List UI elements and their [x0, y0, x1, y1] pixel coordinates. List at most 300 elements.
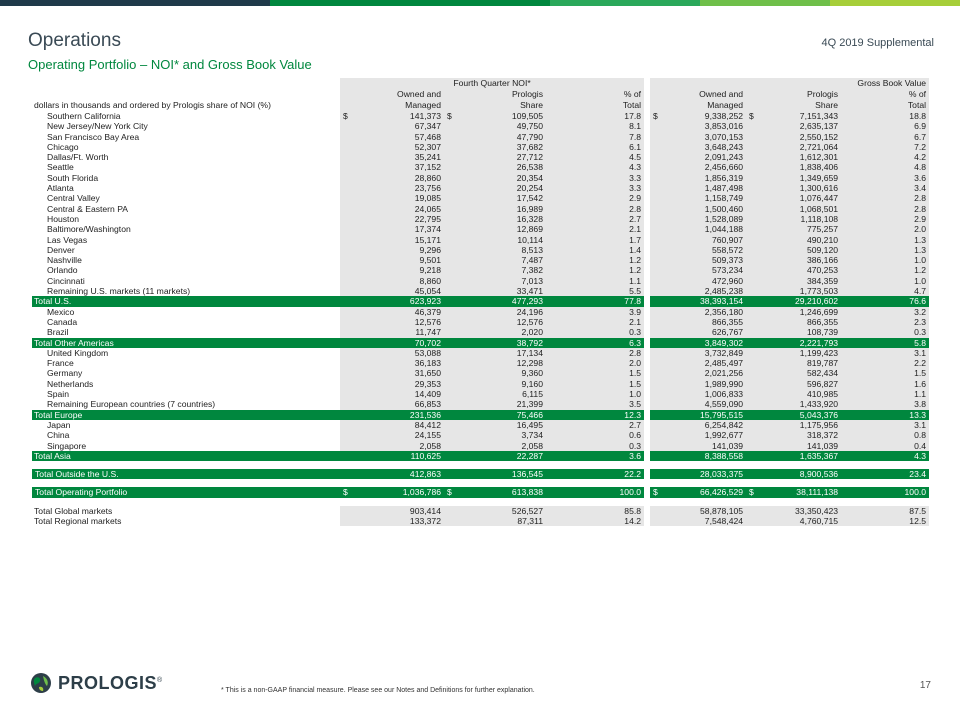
table-cell: 2.7 — [546, 420, 644, 430]
table-cell: 46,379 — [340, 307, 444, 317]
table-cell: 3.1 — [841, 420, 929, 430]
row-label: Nashville — [47, 255, 82, 266]
table-cell: $ 7,151,343 — [746, 111, 841, 121]
spacer-row — [32, 479, 929, 487]
table-cell: 17,134 — [444, 348, 546, 358]
row-label: Total Outside the U.S. — [32, 469, 340, 479]
table-cell: 45,054 — [340, 286, 444, 296]
table-row — [32, 142, 929, 152]
table-cell: 6,254,842 — [650, 420, 746, 430]
table-cell: 3.2 — [841, 307, 929, 317]
row-label: San Francisco Bay Area — [47, 131, 140, 142]
table-cell: 231,536 — [340, 410, 444, 420]
table-cell: 6.9 — [841, 121, 929, 131]
table-caption: dollars in thousands and ordered by Prologis share of NOI (%) — [34, 100, 271, 110]
table-row — [32, 430, 929, 440]
table-cell: 17.8 — [546, 111, 644, 121]
table-cell: 3,734 — [444, 430, 546, 440]
table-cell: 596,827 — [746, 379, 841, 389]
top-color-bar — [0, 0, 960, 6]
currency-symbol: $ — [749, 487, 754, 498]
table-cell: 2.0 — [546, 358, 644, 368]
table-cell: 509,120 — [746, 245, 841, 255]
row-label: United Kingdom — [47, 347, 109, 358]
table-cell: 9,160 — [444, 379, 546, 389]
table-row — [32, 132, 929, 142]
noi-gross-book-value-table — [32, 78, 929, 526]
table-cell: 76.6 — [841, 296, 929, 306]
table-cell: 58,878,105 — [650, 506, 746, 516]
table-cell: 4.7 — [841, 286, 929, 296]
col-pct-header: % of — [546, 89, 644, 100]
table-cell: 1.1 — [841, 389, 929, 399]
row-label: Baltimore/Washington — [47, 224, 131, 235]
row-label: South Florida — [47, 172, 99, 183]
table-cell: 8,860 — [340, 276, 444, 286]
table-cell: 133,372 — [340, 516, 444, 526]
total-row — [32, 487, 929, 497]
table-cell: 2.1 — [546, 317, 644, 327]
row-label: Seattle — [47, 162, 74, 173]
color-band — [830, 0, 960, 6]
table-cell: 1.0 — [546, 389, 644, 399]
table-cell: 9,360 — [444, 368, 546, 378]
table-cell: 3.6 — [546, 451, 644, 461]
table-cell: 1.5 — [546, 379, 644, 389]
table-cell: 16,989 — [444, 204, 546, 214]
table-cell: 1.2 — [841, 265, 929, 275]
table-cell: 2.7 — [546, 214, 644, 224]
table-cell: 819,787 — [746, 358, 841, 368]
row-label: Total Asia — [32, 451, 340, 461]
table-cell: 1,199,423 — [746, 348, 841, 358]
total-row — [32, 516, 929, 526]
row-label: Chicago — [47, 141, 79, 152]
table-row — [32, 183, 929, 193]
col-pct-header: Total — [841, 100, 929, 111]
table-cell: 53,088 — [340, 348, 444, 358]
color-band — [270, 0, 550, 6]
table-row — [32, 286, 929, 296]
total-row — [32, 451, 929, 461]
table-cell: 1.7 — [546, 235, 644, 245]
table-cell: 1.5 — [546, 368, 644, 378]
row-label: Las Vegas — [47, 234, 88, 245]
table-cell: 23.4 — [841, 469, 929, 479]
row-label: Total Regional markets — [34, 515, 122, 526]
table-cell: 29,210,602 — [746, 296, 841, 306]
table-cell: 17,542 — [444, 193, 546, 203]
table-cell: 4,760,715 — [746, 516, 841, 526]
table-cell: 37,152 — [340, 162, 444, 172]
currency-symbol: $ — [447, 487, 452, 498]
table-cell: 33,350,423 — [746, 506, 841, 516]
table-cell: 15,171 — [340, 235, 444, 245]
table-row — [32, 327, 929, 337]
table-row — [32, 399, 929, 409]
table-cell: 1,528,089 — [650, 214, 746, 224]
table-cell: 18.8 — [841, 111, 929, 121]
table-cell: 2,485,238 — [650, 286, 746, 296]
table-cell: 12.3 — [546, 410, 644, 420]
col-pct-header: % of — [841, 89, 929, 100]
col-pct-header: Total — [546, 100, 644, 111]
table-cell: 775,257 — [746, 224, 841, 234]
table-cell: 12,576 — [444, 317, 546, 327]
table-cell: 2,221,793 — [746, 338, 841, 348]
column-header-row-1 — [32, 89, 929, 100]
table-cell: 0.3 — [841, 327, 929, 337]
table-cell: 141,039 — [650, 441, 746, 451]
table-cell: 1,300,616 — [746, 183, 841, 193]
table-cell: 27,712 — [444, 152, 546, 162]
table-cell: 12.5 — [841, 516, 929, 526]
table-cell: 22,287 — [444, 451, 546, 461]
table-row — [32, 235, 929, 245]
prologis-logo — [30, 672, 163, 694]
table-row — [32, 121, 929, 131]
table-cell: 1,006,833 — [650, 389, 746, 399]
table-cell: 22,795 — [340, 214, 444, 224]
table-cell: 5,043,376 — [746, 410, 841, 420]
table-cell: $ 1,036,786 — [340, 487, 444, 497]
table-cell: 15,795,515 — [650, 410, 746, 420]
table-cell: 3,648,243 — [650, 142, 746, 152]
page-subtitle: Operating Portfolio – NOI* and Gross Book Value — [28, 57, 312, 72]
table-cell: 1,246,699 — [746, 307, 841, 317]
table-cell: 1,612,301 — [746, 152, 841, 162]
table-cell: 1,118,108 — [746, 214, 841, 224]
table-cell: 2,550,152 — [746, 132, 841, 142]
table-cell: 3.6 — [841, 173, 929, 183]
table-cell: 1.2 — [546, 255, 644, 265]
total-row — [32, 469, 929, 479]
page-number: 17 — [919, 680, 931, 691]
table-cell: 318,372 — [746, 430, 841, 440]
globe-icon — [30, 672, 52, 694]
table-cell: 1,635,367 — [746, 451, 841, 461]
table-cell: 2.8 — [546, 348, 644, 358]
table-cell: 57,468 — [340, 132, 444, 142]
table-row — [32, 317, 929, 327]
table-cell: 3,853,016 — [650, 121, 746, 131]
table-cell: 100.0 — [546, 487, 644, 497]
table-cell: 20,254 — [444, 183, 546, 193]
table-cell: 5.5 — [546, 286, 644, 296]
table-cell: 3,732,849 — [650, 348, 746, 358]
col-prologis-header: Prologis — [746, 89, 841, 100]
table-cell: 0.8 — [841, 430, 929, 440]
table-row — [32, 224, 929, 234]
row-label: Total Operating Portfolio — [32, 487, 340, 497]
table-cell: 70,702 — [340, 338, 444, 348]
table-cell: 1.3 — [841, 235, 929, 245]
table-cell: 903,414 — [340, 506, 444, 516]
col-prologis-header: Prologis — [444, 89, 546, 100]
currency-symbol: $ — [343, 111, 348, 121]
table-cell: 472,960 — [650, 276, 746, 286]
total-row — [32, 410, 929, 420]
table-cell: 19,085 — [340, 193, 444, 203]
table-cell: 87,311 — [444, 516, 546, 526]
col-owned-header: Owned and — [650, 89, 746, 100]
table-cell: 2,456,660 — [650, 162, 746, 172]
group-header-gbv: Gross Book Value — [650, 78, 929, 89]
row-label: Total Global markets — [34, 505, 113, 516]
row-label: Dallas/Ft. Worth — [47, 152, 109, 163]
table-cell: $ 66,426,529 — [650, 487, 746, 497]
currency-symbol: $ — [653, 111, 658, 121]
table-cell: 47,790 — [444, 132, 546, 142]
table-cell: 9,218 — [340, 265, 444, 275]
row-label: Singapore — [47, 440, 87, 451]
table-cell: 24,155 — [340, 430, 444, 440]
table-cell: 1.0 — [841, 255, 929, 265]
table-cell: 3.9 — [546, 307, 644, 317]
table-cell: 8,388,558 — [650, 451, 746, 461]
table-cell: 2.8 — [841, 204, 929, 214]
table-cell: 85.8 — [546, 506, 644, 516]
color-band — [550, 0, 700, 6]
table-cell: $ 38,111,138 — [746, 487, 841, 497]
table-cell: 2.1 — [546, 224, 644, 234]
table-cell: 28,033,375 — [650, 469, 746, 479]
row-label: Japan — [47, 419, 71, 430]
table-cell: 410,985 — [746, 389, 841, 399]
table-cell: 12,576 — [340, 317, 444, 327]
currency-symbol: $ — [653, 487, 658, 498]
spacer-row — [32, 498, 929, 506]
table-cell: 110,625 — [340, 451, 444, 461]
row-label: Cincinnati — [47, 275, 85, 286]
table-cell: 4.2 — [841, 152, 929, 162]
table-row — [32, 441, 929, 451]
table-cell: 8.1 — [546, 121, 644, 131]
row-label: Spain — [47, 389, 69, 400]
table-cell: 582,434 — [746, 368, 841, 378]
table-cell: 2,020 — [444, 327, 546, 337]
table-cell: 49,750 — [444, 121, 546, 131]
table-row — [32, 152, 929, 162]
table-cell: 386,166 — [746, 255, 841, 265]
table-cell: 6,115 — [444, 389, 546, 399]
table-cell: 136,545 — [444, 469, 546, 479]
table-cell: 1,349,659 — [746, 173, 841, 183]
table-cell: 2,485,497 — [650, 358, 746, 368]
table-cell: 0.3 — [546, 327, 644, 337]
table-cell: 3,849,302 — [650, 338, 746, 348]
row-label: Mexico — [47, 306, 75, 317]
table-cell: 2,721,064 — [746, 142, 841, 152]
table-cell: 2,635,137 — [746, 121, 841, 131]
row-label: New Jersey/New York City — [47, 121, 148, 132]
table-cell: 2.9 — [841, 214, 929, 224]
table-cell: 477,293 — [444, 296, 546, 306]
row-label: Remaining European countries (7 countries) — [47, 399, 216, 410]
row-label: Remaining U.S. markets (11 markets) — [47, 286, 191, 297]
table-cell: 4.8 — [841, 162, 929, 172]
table-cell: 52,307 — [340, 142, 444, 152]
table-cell: 29,353 — [340, 379, 444, 389]
table-cell: 2,356,180 — [650, 307, 746, 317]
table-cell: 1.0 — [841, 276, 929, 286]
table-cell: 7.2 — [841, 142, 929, 152]
table-cell: 4.3 — [546, 162, 644, 172]
table-cell: 2.9 — [546, 193, 644, 203]
table-row — [32, 204, 929, 214]
table-cell: $ 9,338,252 — [650, 111, 746, 121]
table-row — [32, 245, 929, 255]
group-header-row — [32, 78, 929, 89]
table-cell: 3.1 — [841, 348, 929, 358]
table-cell: 0.6 — [546, 430, 644, 440]
table-row — [32, 348, 929, 358]
currency-symbol: $ — [447, 111, 452, 121]
table-row — [32, 193, 929, 203]
table-row — [32, 389, 929, 399]
table-cell: 5.8 — [841, 338, 929, 348]
table-cell: 6.1 — [546, 142, 644, 152]
table-cell: 384,359 — [746, 276, 841, 286]
table-row — [32, 368, 929, 378]
table-cell: 38,393,154 — [650, 296, 746, 306]
table-cell: 1.1 — [546, 276, 644, 286]
table-body — [32, 111, 929, 526]
table-cell: 6.7 — [841, 132, 929, 142]
table-cell: 1,068,501 — [746, 204, 841, 214]
table-cell: 573,234 — [650, 265, 746, 275]
currency-symbol: $ — [343, 487, 348, 498]
row-label: Central Valley — [47, 193, 100, 204]
table-row — [32, 162, 929, 172]
table-cell: 7,382 — [444, 265, 546, 275]
table-row — [32, 379, 929, 389]
table-cell: 558,572 — [650, 245, 746, 255]
table-cell: 28,860 — [340, 173, 444, 183]
row-label: Total U.S. — [32, 296, 340, 306]
table-cell: 509,373 — [650, 255, 746, 265]
column-header-row-2 — [32, 100, 929, 111]
table-cell: 2.8 — [546, 204, 644, 214]
table-cell: 37,682 — [444, 142, 546, 152]
logo-wordmark: PROLOGIS® — [58, 672, 163, 693]
table-cell: 141,039 — [746, 441, 841, 451]
table-cell: 4,559,090 — [650, 399, 746, 409]
table-cell: 0.3 — [546, 441, 644, 451]
table-cell: 10,114 — [444, 235, 546, 245]
table-cell: 1,992,677 — [650, 430, 746, 440]
col-prologis-header: Share — [746, 100, 841, 111]
table-row — [32, 265, 929, 275]
table-cell: 490,210 — [746, 235, 841, 245]
table-cell: 31,650 — [340, 368, 444, 378]
table-cell: 1.5 — [841, 368, 929, 378]
table-cell: 9,501 — [340, 255, 444, 265]
table-cell: 1,158,749 — [650, 193, 746, 203]
table-cell: 2,058 — [340, 441, 444, 451]
footnote: * This is a non-GAAP financial measure. Please see our Notes and Definitions for further explanation. — [221, 687, 535, 694]
table-cell: 1.3 — [841, 245, 929, 255]
table-cell: 12,869 — [444, 224, 546, 234]
table-cell: 1,487,498 — [650, 183, 746, 193]
row-label: Houston — [47, 213, 80, 224]
total-row — [32, 338, 929, 348]
table-cell: 14.2 — [546, 516, 644, 526]
table-cell: 623,923 — [340, 296, 444, 306]
table-cell: 3.8 — [841, 399, 929, 409]
table-cell: 0.4 — [841, 441, 929, 451]
table-row — [32, 276, 929, 286]
table-cell: 108,739 — [746, 327, 841, 337]
table-cell: 2.3 — [841, 317, 929, 327]
table-cell: 84,412 — [340, 420, 444, 430]
col-owned-header: Owned and — [340, 89, 444, 100]
table-cell: 22.2 — [546, 469, 644, 479]
table-row — [32, 111, 929, 121]
table-cell: 1,076,447 — [746, 193, 841, 203]
table-cell: 866,355 — [650, 317, 746, 327]
table-cell: 8,900,536 — [746, 469, 841, 479]
table-cell: 3.5 — [546, 399, 644, 409]
table-cell: 16,495 — [444, 420, 546, 430]
table-cell: 77.8 — [546, 296, 644, 306]
table-cell: 38,792 — [444, 338, 546, 348]
row-label: Southern California — [47, 111, 121, 121]
table-cell: $ 141,373 — [340, 111, 444, 121]
table-cell: 16,328 — [444, 214, 546, 224]
row-label: China — [47, 430, 70, 441]
table-cell: 3.3 — [546, 183, 644, 193]
table-cell: 1.4 — [546, 245, 644, 255]
table-cell: 1,838,406 — [746, 162, 841, 172]
col-owned-header: Managed — [650, 100, 746, 111]
table-cell: 33,471 — [444, 286, 546, 296]
table-row — [32, 214, 929, 224]
table-cell: 1.2 — [546, 265, 644, 275]
table-cell: 14,409 — [340, 389, 444, 399]
table-cell: 526,527 — [444, 506, 546, 516]
row-label: Atlanta — [47, 183, 74, 194]
table-cell: 21,399 — [444, 399, 546, 409]
table-cell: 9,296 — [340, 245, 444, 255]
table-cell: 1,989,990 — [650, 379, 746, 389]
table-row — [32, 420, 929, 430]
table-cell: 11,747 — [340, 327, 444, 337]
col-prologis-header: Share — [444, 100, 546, 111]
row-label: Netherlands — [47, 378, 94, 389]
table-cell: 1.6 — [841, 379, 929, 389]
col-owned-header: Managed — [340, 100, 444, 111]
table-cell: 3.4 — [841, 183, 929, 193]
table-cell: 2,058 — [444, 441, 546, 451]
table-row — [32, 307, 929, 317]
table-cell: 20,354 — [444, 173, 546, 183]
color-band — [700, 0, 830, 6]
table-cell: 12,298 — [444, 358, 546, 368]
row-label: Brazil — [47, 327, 69, 338]
table-cell: 17,374 — [340, 224, 444, 234]
row-label: France — [47, 358, 74, 369]
table-cell: 4.3 — [841, 451, 929, 461]
table-cell: $ 613,838 — [444, 487, 546, 497]
group-header-noi: Fourth Quarter NOI* — [340, 78, 644, 89]
table-cell: 23,756 — [340, 183, 444, 193]
page-title: Operations — [28, 30, 121, 51]
table-cell: 2.2 — [841, 358, 929, 368]
table-cell: 7,487 — [444, 255, 546, 265]
table-cell: 75,466 — [444, 410, 546, 420]
table-cell: $ 109,505 — [444, 111, 546, 121]
